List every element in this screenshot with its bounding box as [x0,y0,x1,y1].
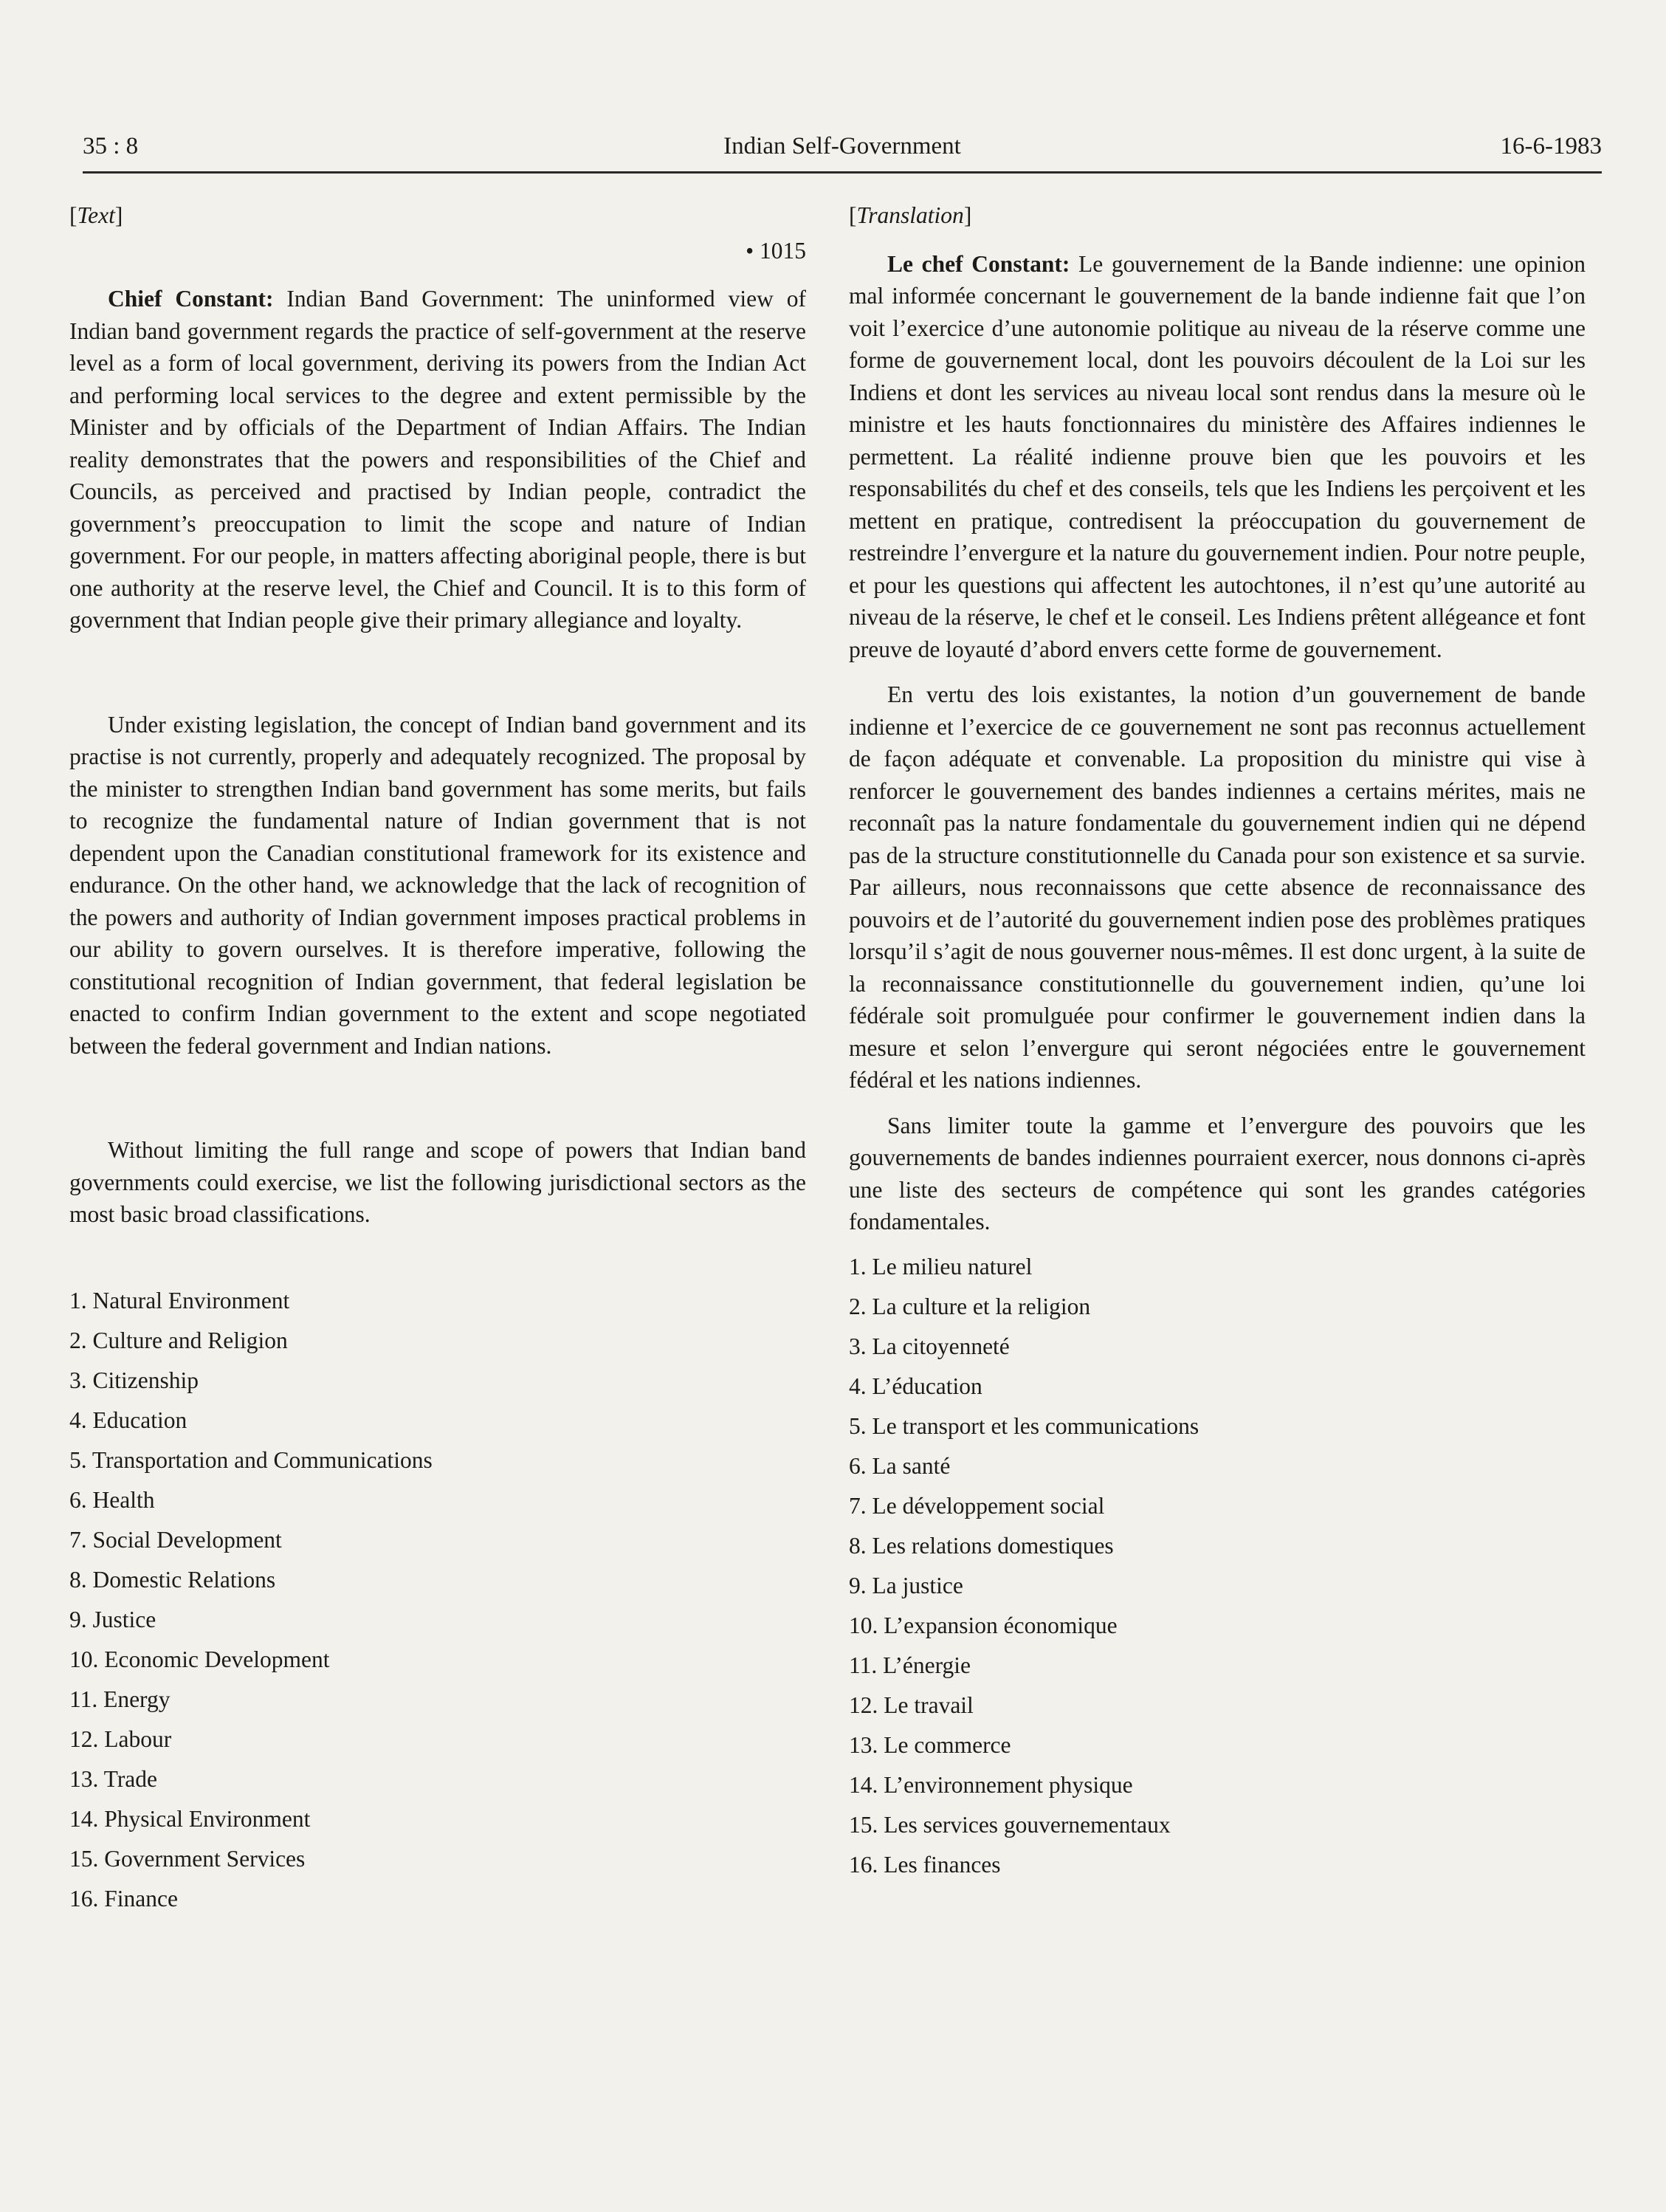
english-paragraph-2: Under existing legislation, the concept of Indian band government and its practise is not currently, properly and adequately recognized. The proposal by the minister to strengthen Indian band government has some merits, but fails to recognize the fundamental nature of Indian government that is not dependent upon the Canadian constitutional framework for its existence and endurance. On the other hand, we acknowledge that the lack of recognition of the powers and authority of Indian government imposes practical problems in our ability to govern ourselves. It is therefore imperative, following the constitutional recognition of Indian government, that federal legislation be enacted to confirm Indian government to the extent and scope negotiated between the federal government and Indian nations. [69,711,806,1059]
list-item: 8. Les relations domestiques [849,1532,1114,1559]
list-item: 1. Natural Environment [69,1287,290,1313]
list-item: 16. Les finances [849,1851,1001,1878]
list-item: 2. La culture et la religion [849,1293,1091,1319]
list-item: 16. Finance [69,1885,178,1912]
english-paragraph-3: Without limiting the full range and scope of powers that Indian band governments could exercise, we list the following jurisdictional sectors as the most basic broad classifications. [69,1137,806,1227]
list-item: 9. Justice [69,1606,156,1632]
list-item: 12. Labour [69,1725,172,1752]
list-item: 3. Citizenship [69,1367,199,1393]
list-item: 8. Domestic Relations [69,1566,276,1593]
list-item: 7. Le développement social [849,1492,1105,1519]
list-item: 11. L’énergie [849,1652,971,1678]
english-column [69,199,806,1923]
list-item: 5. Transportation and Communications [69,1446,433,1473]
list-item: 11. Energy [69,1686,171,1712]
translation-tag: [Translation] [849,202,972,228]
speaker-name: Chief Constant: [108,286,274,312]
header-rule [83,171,1602,174]
french-paragraph-3: Sans limiter toute la gamme et l’envergure des pouvoirs que les gouvernements de bandes indiennes pourraient exercer, nous donnons ci-après une liste des secteurs de compétence qui sont les grandes catégories fondamentales. [849,1112,1586,1234]
french-sector-list [849,1251,1586,1889]
list-item: 15. Government Services [69,1845,306,1872]
list-item: 15. Les services gouvernementaux [849,1811,1171,1838]
french-paragraph-2: En vertu des lois existantes, la notion d’un gouvernement de bande indienne et l’exercice de ce gouvernement ne sont pas reconnus actuellement de façon adéquate et convenable. La proposition du ministre qui vise à renforcer le gouvernement des bandes indiennes a certains mérites, mais ne reconnaît pas la nature fondamentale du gouvernement indien qui ne dépend pas de la structure constitutionnelle du Canada pour son existence et sa survie. Par ailleurs, nous reconnaissons que cette absence de reconnaissance des pouvoirs et de l’autorité du gouvernement indien pose des problèmes pratiques lorsqu’il s’agit de nous gouverner nous-mêmes. Il est donc urgent, à la suite de la reconnaissance constitutionnelle du gouvernement indien, qu’une loi fédérale soit promulguée pour confirmer le gouvernement indien dans la mesure et selon l’envergure qui seront négociées entre le gouvernement fédéral et les nations indiennes. [849,681,1586,1093]
speaker-name: Le chef Constant: [887,250,1070,277]
list-item: 14. Physical Environment [69,1805,311,1832]
list-item: 14. L’environnement physique [849,1771,1133,1798]
english-paragraph-1 [69,283,806,636]
english-paragraph-1-text: Indian Band Government: The uninformed view of Indian band government regards the practice of self-government at the reserve level as a form of local government, deriving its powers from the Indian Act and performing local services to the degree and extent permissible by the Minister and by officials of the Department of Indian Affairs. The Indian reality demonstrates that the powers and responsibilities of the Chief and Councils, as perceived and practised by Indian people, contradict the government’s preoccupation to limit the scope and nature of Indian government. For our people, in matters affecting aboriginal people, there is but one authority at the reserve level, the Chief and Council. It is to this form of government that Indian people give their primary allegiance and loyalty. [69,286,806,633]
list-item: 6. La santé [849,1452,951,1479]
list-item: 9. La justice [849,1572,963,1598]
list-item: 3. La citoyenneté [849,1333,1010,1359]
list-item: 13. Le commerce [849,1731,1011,1758]
list-item: 10. Economic Development [69,1646,330,1672]
list-item: 6. Health [69,1486,155,1513]
list-item: 1. Le milieu naturel [849,1253,1033,1280]
french-paragraph-1 [849,248,1586,666]
page-header [83,133,1602,170]
time-marker: • 1015 [746,237,806,264]
list-item: 4. Education [69,1406,187,1433]
text-tag: [Text] [69,202,123,228]
text-tag-label: Text [77,202,115,228]
list-item: 4. L’éducation [849,1373,982,1399]
page-title: Indian Self-Government [723,133,961,159]
french-paragraph-1-text: Le gouvernement de la Bande indienne: une opinion mal informée concernant le gouvernement de la bande indienne fait que l’on voit l’exercice d’une autonomie politique au niveau de la réserve comme une forme de gouvernement local, dont les pouvoirs découlent de la Loi sur les Indiens et dont les services au niveau local sont rendus dans la mesure où le ministre et les hauts fonctionnaires du ministère des Affaires indiennes le permettent. La réalité indienne prouve bien que les pouvoirs et les responsabilités du chef et des conseils, tels que les Indiens les perçoivent et les mettent en pratique, contredisent la préoccupation du gouvernement de restreindre l’envergure et la nature du gouvernement indien. Pour notre peuple, et pour les questions qui affectent les autochtones, il n’est qu’une autorité au niveau de la réserve, le chef et le conseil. Les Indiens prêtent allégeance et font preuve de loyauté d’abord envers cette forme de gouvernement. [849,250,1586,662]
translation-tag-label: Translation [856,202,964,228]
page-date: 16-6-1983 [1500,133,1602,159]
page-reference: 35 : 8 [83,133,139,159]
list-item: 7. Social Development [69,1526,282,1553]
english-sector-list [69,1285,806,1923]
list-item: 13. Trade [69,1765,158,1792]
list-item: 12. Le travail [849,1691,974,1718]
list-item: 2. Culture and Religion [69,1327,288,1353]
french-column [849,199,1586,1889]
list-item: 5. Le transport et les communications [849,1412,1199,1439]
list-item: 10. L’expansion économique [849,1612,1118,1638]
